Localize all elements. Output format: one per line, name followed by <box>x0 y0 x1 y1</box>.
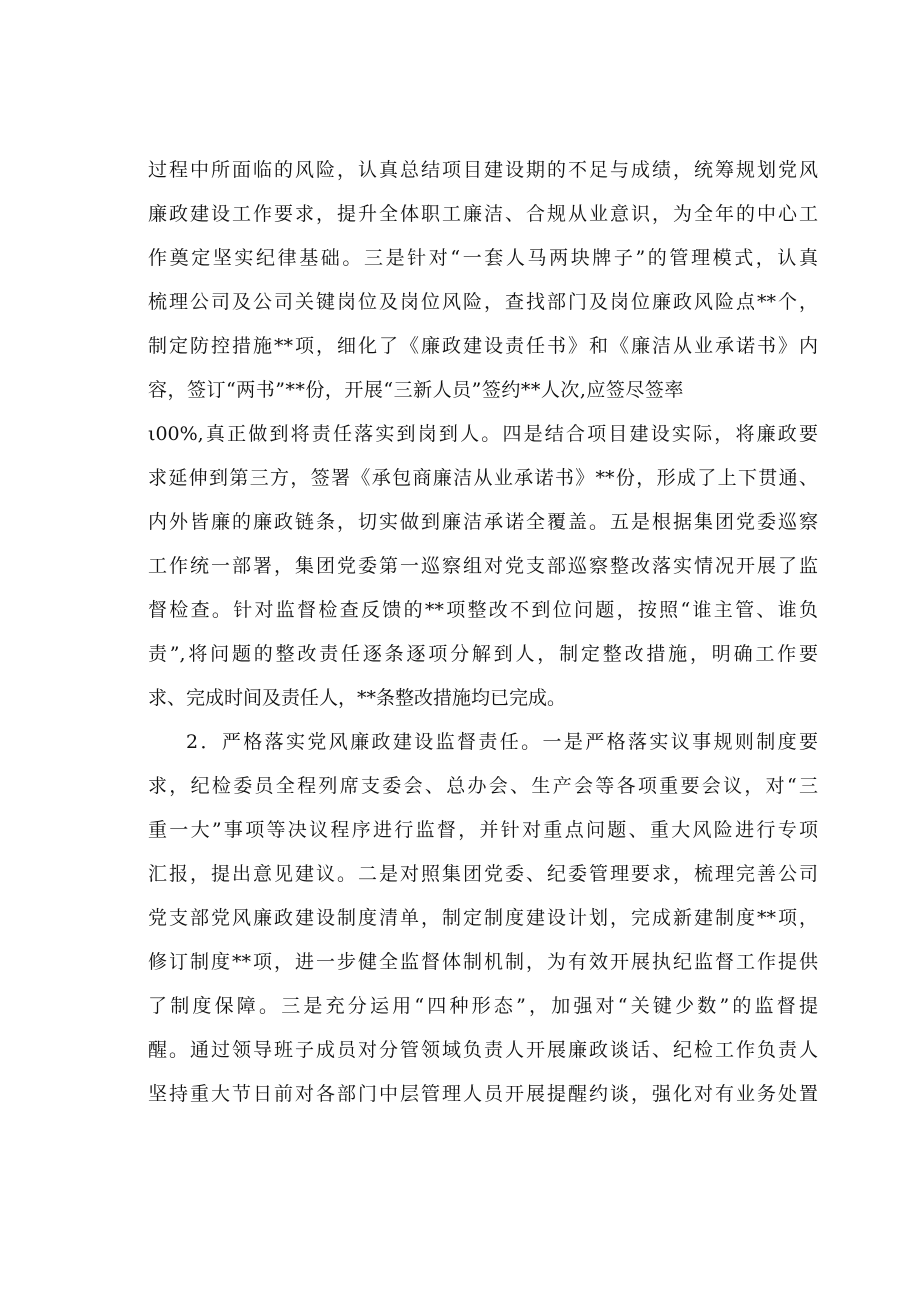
paragraph-line: 过程中所面临的风险，认真总结项目建设期的不足与成绩，统筹规划党风 <box>148 159 818 181</box>
paragraph-line: ι00%,真正做到将责任落实到岗到人。四是结合项目建设实际，将廉政要 <box>148 423 818 445</box>
paragraph-line: 作奠定坚实纪律基础。三是针对“一套人马两块牌子”的管理模式，认真 <box>148 247 818 269</box>
body-text <box>148 148 818 1116</box>
paragraph-line: 廉政建设工作要求，提升全体职工廉洁、合规从业意识，为全年的中心工 <box>148 203 818 225</box>
paragraph-line: 修订制度**项，进一步健全监督体制机制，为有效开展执纪监督工作提供 <box>148 951 818 973</box>
paragraph-line: 制定防控措施**项，细化了《廉政建设责任书》和《廉洁从业承诺书》内 <box>148 335 818 357</box>
paragraph-line: 督检查。针对监督检查反馈的**项整改不到位问题，按照“谁主管、谁负 <box>148 599 818 621</box>
paragraph-line: 容，签订“两书”**份，开展“三新人员”签约**人次,应签尽签率 <box>148 379 684 401</box>
paragraph-line: 党支部党风廉政建设制度清单，制定制度建设计划，完成新建制度**项， <box>148 907 818 929</box>
section-heading-line: 2．严格落实党风廉政建设监督责任。一是严格落实议事规则制度要 <box>186 731 818 753</box>
paragraph-line: 梳理公司及公司关键岗位及岗位风险，查找部门及岗位廉政风险点**个， <box>148 291 818 313</box>
paragraph-line: 汇报，提出意见建议。二是对照集团党委、纪委管理要求，梳理完善公司 <box>148 863 818 885</box>
paragraph-line: 内外皆廉的廉政链条，切实做到廉洁承诺全覆盖。五是根据集团党委巡察 <box>148 511 818 533</box>
paragraph-line: 求，纪检委员全程列席支委会、总办会、生产会等各项重要会议，对“三 <box>148 775 818 797</box>
paragraph-line: 工作统一部署，集团党委第一巡察组对党支部巡察整改落实情况开展了监 <box>148 555 818 577</box>
paragraph-line: 责”,将问题的整改责任逐条逐项分解到人，制定整改措施，明确工作要 <box>148 643 818 665</box>
paragraph-line: 重一大”事项等决议程序进行监督，并针对重点问题、重大风险进行专项 <box>148 819 818 841</box>
paragraph-line: 醒。通过领导班子成员对分管领域负责人开展廉政谈话、纪检工作负责人 <box>148 1039 818 1061</box>
paragraph-line: 求延伸到第三方，签署《承包商廉洁从业承诺书》**份，形成了上下贯通、 <box>148 467 818 489</box>
paragraph-line: 坚持重大节日前对各部门中层管理人员开展提醒约谈，强化对有业务处置 <box>148 1083 818 1105</box>
paragraph-line: 求、完成时间及责任人，**条整改措施均已完成。 <box>148 687 567 709</box>
paragraph-line: 了制度保障。三是充分运用“四种形态”，加强对“关键少数”的监督提 <box>148 995 818 1017</box>
